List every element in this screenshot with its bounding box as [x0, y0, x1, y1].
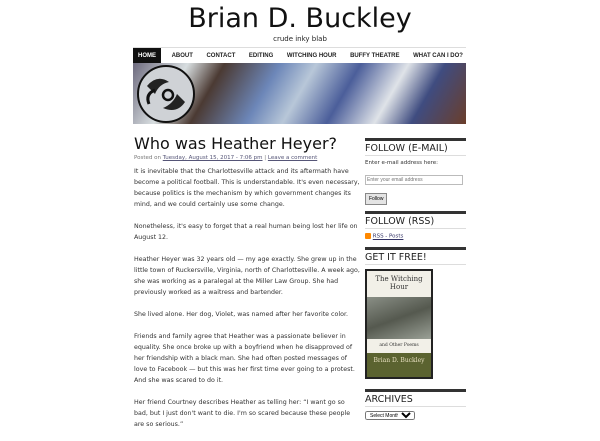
paragraph: She lived alone. Her dog, Violet, was named after her favorite color. [134, 311, 348, 318]
book-title: The Witching Hour [367, 271, 431, 297]
nav-editing[interactable]: EDITING [248, 53, 274, 59]
rss-icon [365, 233, 371, 239]
rss-posts-link[interactable]: RSS - Posts [372, 233, 404, 240]
nav-contact[interactable]: CONTACT [206, 53, 236, 59]
paragraph: Friends and family agree that Heather was a passionate believer in equality. She once broke up with a boyfriend when he disapproved of her friendship with a black man. She had often posted messages of love to Facebook — but this was her first time ever going to a protest. And she was scared to do it. [134, 333, 355, 384]
book-subtitle: and Other Poems [367, 339, 431, 353]
nav-witching-hour[interactable]: WITCHING HOUR [286, 53, 337, 59]
nav-home[interactable]: HOME [133, 48, 161, 63]
meta-separator: | [262, 155, 268, 161]
leave-comment-link[interactable]: Leave a comment [267, 155, 318, 161]
widget-title-get-it-free: GET IT FREE! [365, 247, 466, 265]
widget-title-archives: ARCHIVES [365, 389, 466, 407]
header-banner-image [133, 63, 466, 124]
follow-button[interactable]: Follow [365, 193, 387, 205]
paragraph: Heather Heyer was 32 years old — my age exactly. She grew up in the little town of Ruckersville, Virginia, north of Charlottesville. A week ago, she was working as a paralegal at the Miller Law Group. She had previously worked as a waitress and bartender. [134, 256, 360, 296]
email-input[interactable] [365, 175, 463, 185]
book-cover-link[interactable] [365, 269, 433, 379]
widget-title-follow-email: FOLLOW (E-MAIL) [365, 138, 466, 156]
email-label: Enter e-mail address here: [365, 160, 439, 166]
post-title[interactable]: Who was Heather Heyer? [134, 134, 338, 153]
book-author: Brian D. Buckley [367, 353, 431, 377]
ship-image [367, 297, 431, 339]
nav-about[interactable]: ABOUT [171, 53, 193, 59]
sidebar [365, 138, 466, 420]
paragraph: It is inevitable that the Charlottesville attack and its aftermath have become a political football. This is understandable. It's even necessary, because politics is the mechanism by which government changes its mind, and we could certainly use some change. [134, 168, 360, 208]
post-date-link[interactable]: Tuesday, August 15, 2017 - 7:06 pm [162, 155, 263, 161]
paragraph: Nonetheless, it's easy to forget that a real human being lost her life on August 12. [134, 223, 358, 241]
paragraph: Her friend Courtney describes Heather as telling her: “I want go so bad, but I just don't want to die. I'm so scared because these people are so serious.” [134, 399, 351, 428]
site-tagline: crude inky blab [273, 35, 327, 43]
main-nav [133, 47, 466, 63]
site-title[interactable]: Brian D. Buckley [188, 3, 412, 34]
post-meta [134, 155, 317, 162]
archives-select[interactable] [365, 411, 415, 420]
nav-buffy-theatre[interactable]: BUFFY THEATRE [350, 53, 400, 59]
logo-icon [135, 64, 201, 123]
widget-title-follow-rss: FOLLOW (RSS) [365, 211, 466, 229]
meta-prefix: Posted on [134, 155, 163, 161]
nav-what-can-i-do[interactable]: WHAT CAN I DO? [413, 53, 463, 59]
